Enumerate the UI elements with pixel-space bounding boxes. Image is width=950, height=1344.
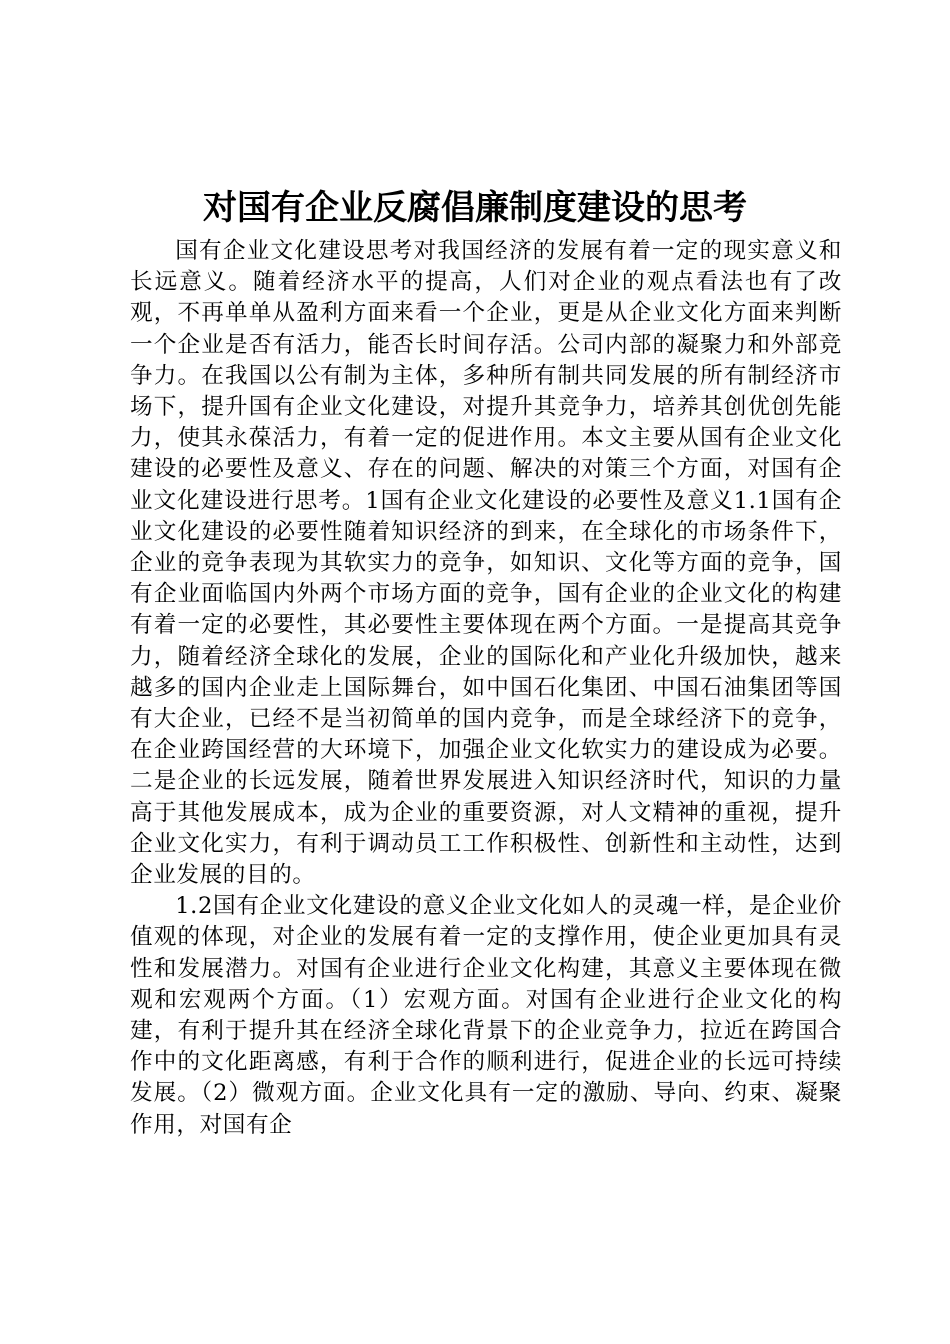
- paragraph-1: 国有企业文化建设思考对我国经济的发展有着一定的现实意义和长远意义。随着经济水平的提高，人们对企业的观点看法也有了改观，不再单单从盈利方面来看一个企业，更是从企业文化方面来判断一个企业是否有活力，能否长时间存活。公司内部的凝聚力和外部竞争力。在我国以公有制为主体，多种所有制共同发展的所有制经济市场下，提升国有企业文化建设，对提升其竞争力，培养其创优创先能力，使其永葆活力，有着一定的促进作用。本文主要从国有企业文化建设的必要性及意义、存在的问题、解决的对策三个方面，对国有企业文化建设进行思考。1国有企业文化建设的必要性及意义1.1国有企业文化建设的必要性随着知识经济的到来，在全球化的市场条件下，企业的竞争表现为其软实力的竞争，如知识、文化等方面的竞争，国有企业面临国内外两个市场方面的竞争，国有企业的企业文化的构建有着一定的必要性，其必要性主要体现在两个方面。一是提高其竞争力，随着经济全球化的发展，企业的国际化和产业化升级加快，越来越多的国内企业走上国际舞台，如中国石化集团、中国石油集团等国有大企业，已经不是当初简单的国内竞争，而是全球经济下的竞争，在企业跨国经营的大环境下，加强企业文化软实力的建设成为必要。二是企业的长远发展，随着世界发展进入知识经济时代，知识的力量高于其他发展成本，成为企业的重要资源，对人文精神的重视，提升企业文化实力，有利于调动员工工作积极性、创新性和主动性，达到企业发展的目的。: [130, 238, 842, 889]
- document-body: [130, 236, 842, 1141]
- document-title: 对国有企业反腐倡廉制度建设的思考: [203, 188, 747, 228]
- paragraph-2: 1.2国有企业文化建设的意义企业文化如人的灵魂一样，是企业价值观的体现，对企业的发展有着一定的支撑作用，使企业更加具有灵性和发展潜力。对国有企业进行企业文化构建，其意义主要体现在微观和宏观两个方面。（1）宏观方面。对国有企业进行企业文化的构建，有利于提升其在经济全球化背景下的企业竞争力，拉近在跨国合作中的文化距离感，有利于合作的顺利进行，促进企业的长远可持续发展。（2）微观方面。企业文化具有一定的激励、导向、约束、凝聚作用，对国有企: [130, 893, 842, 1138]
